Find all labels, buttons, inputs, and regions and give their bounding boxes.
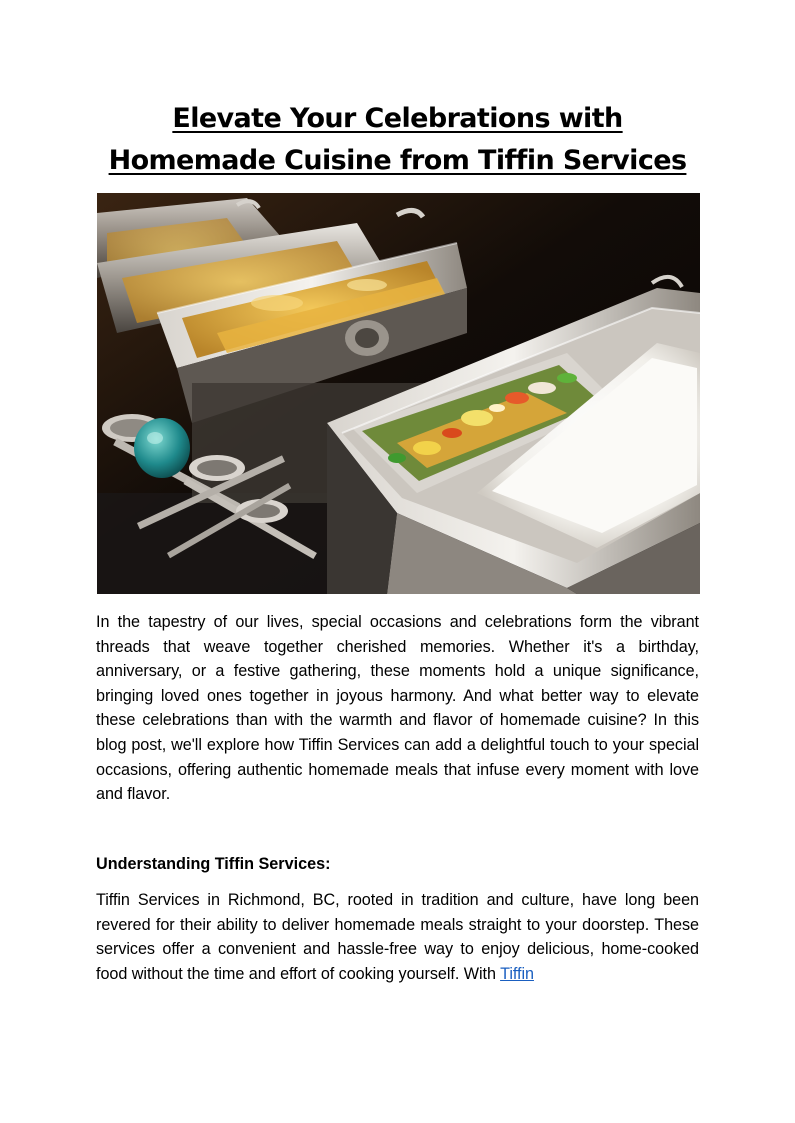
section-heading: Understanding Tiffin Services:: [96, 855, 331, 873]
section-paragraph: [96, 888, 699, 986]
intro-paragraph: In the tapestry of our lives, special occasions and celebrations form the vibrant threads that weave together cherished memories. Whether it's a birthday, anniversary, or a festive gathering, these moments hold a unique significance, bringing loved ones together in joyous harmony. And what better way to elevate these celebrations than with the warmth and flavor of homemade cuisine? In this blog post, we'll explore how Tiffin Services can add a delightful touch to your special occasions, offering authentic homemade meals that infuse every moment with love and flavor.: [96, 613, 699, 804]
section-paragraph-text: Tiffin Services in Richmond, BC, rooted in tradition and culture, have long been revered for their ability to deliver homemade meals straight to your doorstep. These services offer a convenient and hassle-free way to enjoy delicious, home-cooked food without the time and effort of cooking yourself. With: [96, 891, 699, 983]
page-title: Elevate Your Celebrations with Homemade Cuisine from Tiffin Services: [108, 103, 687, 176]
tiffin-link[interactable]: Tiffin: [500, 964, 534, 983]
hero-image: [97, 193, 700, 594]
